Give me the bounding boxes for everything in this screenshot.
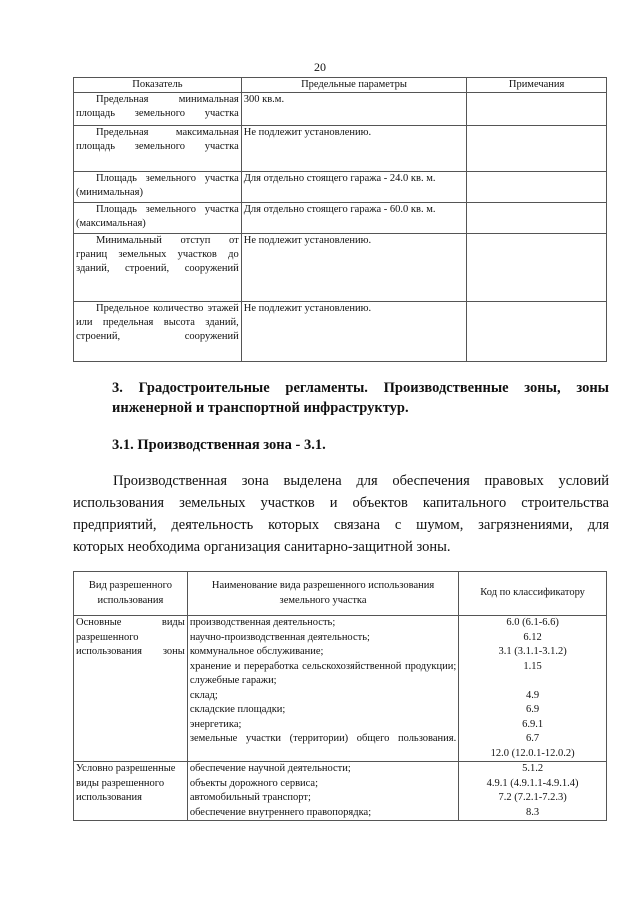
code-cell xyxy=(459,762,607,821)
page-number: 20 xyxy=(314,60,326,74)
table-row xyxy=(74,203,607,234)
classifier-code: 5.1.2 xyxy=(522,763,544,774)
indicator-cell: Площадь земельного участка (минимальная) xyxy=(74,172,242,203)
parameter-cell: Не подлежит установлению. xyxy=(241,234,467,302)
indicator-cell: Площадь земельного участка (максимальная) xyxy=(74,203,242,234)
parameter-cell: Не подлежит установлению. xyxy=(241,126,467,172)
list-item: служебные гаражи; xyxy=(189,675,277,686)
classifier-code: 7.2 (7.2.1-7.2.3) xyxy=(498,792,567,803)
parameter-cell: Не подлежит установлению. xyxy=(241,302,467,362)
indicator-cell: Предельная максимальная площадь земельного участка xyxy=(74,126,242,172)
paragraph-line: предприятий, деятельность которых связана с шумом, загрязнениями, для xyxy=(73,517,609,533)
indicator-cell: Предельная минимальная площадь земельного участка xyxy=(74,93,242,126)
note-cell xyxy=(467,93,607,126)
use-type-cell: Основные виды разрешенного использования зоны xyxy=(74,616,188,762)
zone-parameters-table xyxy=(73,77,607,362)
note-cell xyxy=(467,172,607,203)
classifier-code: 6.7 xyxy=(526,733,540,744)
classifier-code: 4.9.1 (4.9.1.1-4.9.1.4) xyxy=(486,777,579,789)
classifier-code: 4.9 xyxy=(526,689,540,701)
paragraph-line: которых необходима организация санитарно-защитной зоны. xyxy=(73,539,451,555)
note-cell xyxy=(467,234,607,302)
paragraph-line: Производственная зона выделена для обеспечения правовых условий xyxy=(113,473,609,489)
use-name-cell xyxy=(187,762,458,821)
list-item: научно-производственная деятельность; xyxy=(189,631,370,643)
zone-description-paragraph xyxy=(73,470,609,558)
classifier-code: 6.9 xyxy=(526,704,540,715)
classifier-code: 8.3 xyxy=(526,806,540,818)
parameter-cell: Для отдельно стоящего гаража - 60.0 кв. м. xyxy=(241,203,467,234)
classifier-code: 6.0 (6.1-6.6) xyxy=(506,617,559,628)
use-name-cell xyxy=(187,616,458,762)
table-row xyxy=(74,616,607,762)
list-item: склад; xyxy=(189,689,218,701)
parameter-cell: 300 кв.м. xyxy=(241,93,467,126)
indicator-cell: Предельное количество этажей или предельная высота зданий, строений, сооружений xyxy=(74,302,242,362)
list-item: коммунальное обслуживание; xyxy=(189,646,324,657)
note-cell xyxy=(467,203,607,234)
table-row xyxy=(74,302,607,362)
table-header-row xyxy=(74,78,607,93)
list-item: обеспечение научной деятельности; xyxy=(189,763,351,774)
section-3-heading: 3. Градостроительные регламенты. Производственные зоны, зоны инженерной и транспортной инфраструктур. xyxy=(112,380,609,416)
permitted-use-table xyxy=(73,571,607,821)
classifier-code: 6.12 xyxy=(523,631,542,643)
parameter-cell: Для отдельно стоящего гаража - 24.0 кв. м. xyxy=(241,172,467,203)
list-item: энергетика; xyxy=(189,718,242,730)
list-item: автомобильный транспорт; xyxy=(189,792,311,803)
column-header: Предельные параметры xyxy=(241,78,467,93)
code-cell xyxy=(459,616,607,762)
table-row xyxy=(74,93,607,126)
list-item: земельные участки (территории) общего пользования. xyxy=(189,733,457,744)
note-cell xyxy=(467,126,607,172)
list-item: хранение и переработка сельскохозяйственной продукции; xyxy=(189,660,457,672)
classifier-code: 6.9.1 xyxy=(522,718,544,730)
column-header: Вид разрешенного использования xyxy=(74,572,188,616)
indicator-cell: Минимальный отступ от границ земельных участков до зданий, строений, сооружений xyxy=(74,234,242,302)
classifier-code: 1.15 xyxy=(523,660,542,672)
list-item: складские площадки; xyxy=(189,704,286,715)
table-row xyxy=(74,762,607,821)
list-item: производственная деятельность; xyxy=(189,617,336,628)
table-row xyxy=(74,172,607,203)
column-header: Примечания xyxy=(467,78,607,93)
list-item: объекты дорожного сервиса; xyxy=(189,777,319,789)
paragraph-line: использования земельных участков и объектов капитального строительства xyxy=(73,495,609,511)
table-row xyxy=(74,126,607,172)
table-header-row xyxy=(74,572,607,616)
classifier-code: 3.1 (3.1.1-3.1.2) xyxy=(498,646,567,657)
column-header: Показатель xyxy=(74,78,242,93)
use-type-cell: Условно разрешенные виды разрешенного использования xyxy=(74,762,188,821)
list-item: обеспечение внутреннего правопорядка; xyxy=(189,806,372,818)
section-3-1-heading: 3.1. Производственная зона - 3.1. xyxy=(112,437,326,453)
note-cell xyxy=(467,302,607,362)
column-header: Наименование вида разрешенного использования земельного участка xyxy=(187,572,458,616)
classifier-code: 12.0 (12.0.1-12.0.2) xyxy=(490,747,575,759)
table-row xyxy=(74,234,607,302)
column-header: Код по классификатору xyxy=(459,572,607,616)
